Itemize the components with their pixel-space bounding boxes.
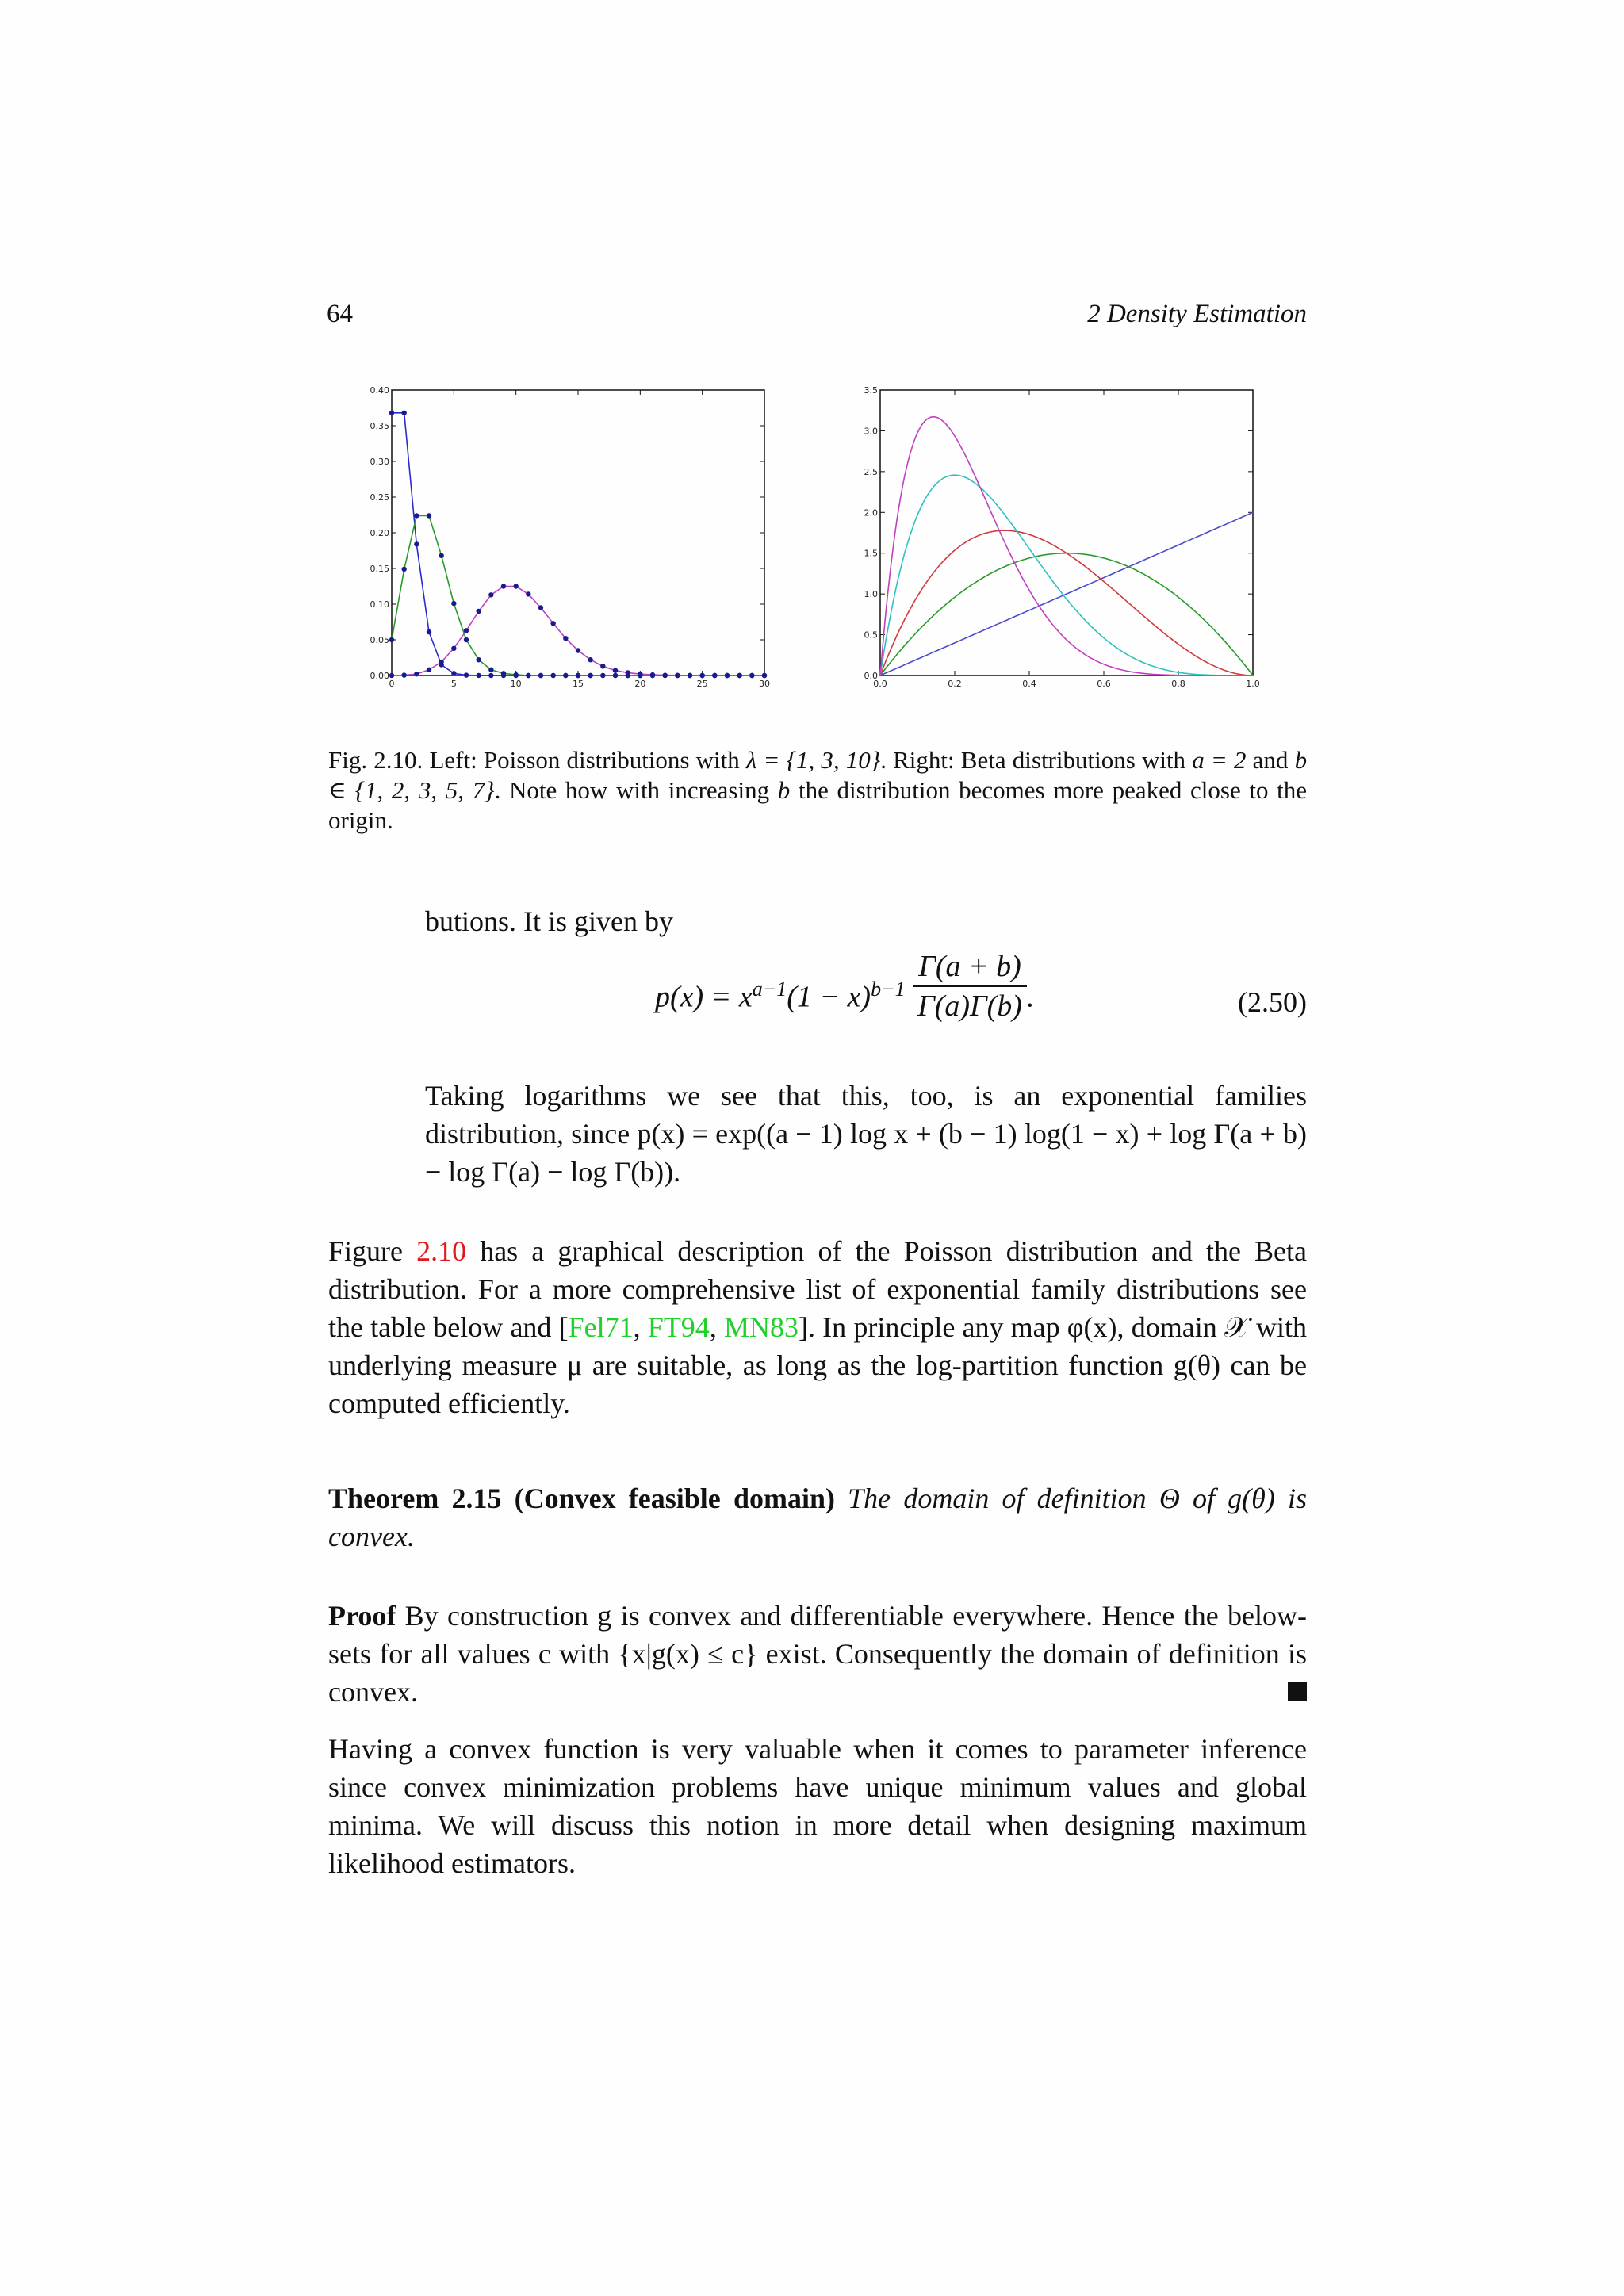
poisson-chart (370, 385, 771, 689)
caption-text-1: Left: Poisson distributions with (429, 746, 740, 774)
poisson-point (613, 668, 618, 673)
poisson-point (414, 541, 419, 546)
para2-text-b: has a graphical description of the Poisson distribution and the Beta distribution. For a more comprehensive list of exponential family distributions see the table below and [ (328, 1235, 1307, 1343)
beta-x-tick-label: 1.0 (1246, 679, 1260, 689)
poisson-point (401, 567, 406, 572)
beta-x-tick-label: 0.2 (948, 679, 962, 689)
beta-series-line-b5 (880, 475, 1253, 675)
poisson-point (588, 673, 592, 678)
poisson-point (401, 672, 406, 677)
poisson-point (588, 657, 592, 662)
figure-2-10 (317, 373, 1300, 706)
poisson-point (488, 592, 493, 597)
beta-x-tick-label: 0.6 (1097, 679, 1111, 689)
beta-chart (864, 385, 1260, 689)
poisson-point (737, 673, 741, 678)
poisson-point (538, 605, 543, 610)
caption-a: a = 2 (1192, 746, 1247, 774)
proof-block (328, 1597, 1307, 1711)
poisson-point (451, 601, 456, 606)
beta-series-line-b7 (880, 417, 1253, 675)
beta-y-tick-label: 0.0 (864, 671, 878, 681)
poisson-point (675, 673, 680, 678)
beta-series-line-b3 (880, 530, 1253, 675)
poisson-point (427, 668, 431, 672)
beta-y-tick-label: 2.0 (864, 507, 878, 519)
poisson-point (427, 629, 431, 634)
citation-separator: , (709, 1311, 724, 1343)
poisson-point (699, 673, 704, 678)
poisson-point (749, 673, 754, 678)
poisson-point (451, 646, 456, 651)
beta-y-tick-label: 2.5 (864, 466, 878, 477)
beta-x-tick-label: 0.4 (1022, 679, 1036, 689)
eq-lhs: p(x) = x (655, 980, 753, 1014)
poisson-x-tick-label: 0 (389, 679, 395, 689)
poisson-point (712, 673, 717, 678)
beta-plot-frame (880, 390, 1253, 675)
citation-fel71[interactable]: Fel71 (568, 1311, 634, 1343)
running-head: 2 Density Estimation (1087, 300, 1307, 328)
beta-y-tick-label: 3.0 (864, 426, 878, 437)
paragraph-logarithms: Taking logarithms we see that this, too, is an exponential families distribution, since p(x) = exp((a − 1) log x + (b − 1) log(1 − x) + log Γ(a + b) − log Γ(a) − log Γ(b)). (425, 1080, 1307, 1188)
poisson-point (439, 660, 443, 664)
poisson-point (638, 672, 642, 676)
poisson-point (550, 621, 555, 626)
equation-number: (2.50) (1238, 986, 1307, 1018)
poisson-point (600, 664, 605, 668)
theorem-2-15 (328, 1479, 1307, 1556)
poisson-point (526, 591, 530, 596)
poisson-x-tick-label: 10 (510, 679, 522, 689)
poisson-point (488, 668, 493, 672)
poisson-point (464, 628, 469, 633)
theorem-heading: Theorem 2.15 (Convex feasible domain) (328, 1483, 835, 1514)
poisson-y-tick-label: 0.40 (370, 385, 389, 396)
caption-b: b (777, 776, 791, 804)
poisson-series-line-0 (392, 413, 764, 675)
qed-icon (1288, 1682, 1307, 1701)
citation-ft94[interactable]: FT94 (647, 1311, 710, 1343)
poisson-point (576, 648, 580, 652)
poisson-point (501, 584, 506, 588)
beta-y-tick-label: 0.5 (864, 629, 878, 641)
poisson-point (414, 513, 419, 518)
poisson-point (563, 636, 568, 641)
poisson-point (563, 673, 568, 678)
poisson-point (725, 673, 730, 678)
paragraph-figure-reference (328, 1232, 1307, 1422)
beta-x-tick-label: 0.0 (873, 679, 887, 689)
figure-caption (328, 745, 1307, 836)
poisson-point (688, 673, 692, 678)
poisson-y-tick-label: 0.15 (370, 564, 389, 574)
poisson-point (513, 672, 518, 677)
poisson-point (526, 673, 530, 678)
caption-label: Fig. 2.10. (328, 746, 423, 774)
poisson-point (464, 637, 469, 642)
poisson-x-tick-label: 20 (634, 679, 646, 689)
poisson-point (550, 673, 555, 678)
figure-ref-link[interactable]: 2.10 (416, 1235, 467, 1267)
poisson-point (576, 673, 580, 678)
eq-fraction (913, 947, 1027, 1025)
eq-dot: . (1026, 980, 1035, 1014)
poisson-point (464, 672, 469, 677)
poisson-point (513, 584, 518, 588)
eq-numerator: Γ(a + b) (913, 947, 1027, 987)
poisson-y-tick-label: 0.30 (370, 457, 389, 467)
poisson-y-tick-label: 0.20 (370, 528, 389, 538)
paragraph-convex: Having a convex function is very valuable when it comes to parameter inference since convex minimization problems have unique minimum values and global minima. We will discuss this notion in more detail when designing maximum likelihood estimators. (328, 1733, 1307, 1879)
poisson-x-tick-label: 15 (573, 679, 584, 689)
eq-mid: (1 − x) (787, 980, 871, 1014)
poisson-point (439, 553, 443, 558)
equation-2-50 (425, 949, 1307, 1042)
poisson-point (451, 671, 456, 675)
theorem-statement: The domain of definition Θ of g(θ) is convex. (328, 1483, 1308, 1552)
beta-y-tick-label: 1.5 (864, 548, 878, 559)
beta-series-line-b1 (880, 512, 1253, 675)
poisson-point (414, 672, 419, 676)
beta-y-tick-label: 3.5 (864, 385, 878, 396)
poisson-point (488, 673, 493, 678)
poisson-point (650, 672, 655, 677)
page-number: 64 (327, 300, 353, 328)
caption-text-5: the distribution becomes more peaked close to the origin. (328, 776, 1308, 834)
poisson-point (501, 671, 506, 675)
caption-text-2: . Right: Beta distributions with (880, 746, 1186, 774)
eq-denominator: Γ(a)Γ(b) (917, 989, 1022, 1023)
poisson-point (389, 637, 394, 642)
para2-text-c: ]. In principle any map φ(x), domain 𝒳 with underlying measure μ are suitable, as long as the log-partition function g(θ) can be computed efficiently. (328, 1311, 1308, 1419)
poisson-plot-frame (392, 390, 764, 675)
poisson-x-tick-label: 25 (696, 679, 708, 689)
poisson-y-tick-label: 0.05 (370, 635, 389, 645)
poisson-series-line-2 (392, 587, 764, 676)
poisson-point (613, 673, 618, 678)
poisson-y-tick-label: 0.25 (370, 492, 389, 503)
poisson-point (762, 673, 767, 678)
poisson-point (401, 411, 406, 415)
proof-heading: Proof (328, 1600, 396, 1632)
poisson-point (389, 411, 394, 415)
poisson-point (600, 673, 605, 678)
poisson-point (625, 670, 630, 675)
poisson-point (476, 657, 481, 662)
poisson-x-tick-label: 30 (759, 679, 770, 689)
citation-separator: , (633, 1311, 648, 1343)
caption-b-set: b ∈ {1, 2, 3, 5, 7} (328, 746, 1308, 804)
citation-mn83[interactable]: MN83 (724, 1311, 799, 1343)
caption-lambda: λ = {1, 3, 10} (745, 746, 881, 774)
eq-sup-2: b−1 (871, 978, 906, 1001)
poisson-y-tick-label: 0.35 (370, 421, 389, 431)
proof-text: By construction g is convex and differentiable everywhere. Hence the below-sets for all values c with {x|g(x) ≤ c} exist. Consequently the domain of definition is convex. (328, 1600, 1307, 1708)
eq-sup-1: a−1 (752, 978, 787, 1001)
poisson-point (538, 673, 543, 678)
poisson-point (389, 673, 394, 678)
poisson-x-tick-label: 5 (450, 679, 457, 689)
poisson-point (476, 609, 481, 614)
beta-y-tick-label: 1.0 (864, 589, 878, 600)
beta-x-tick-label: 0.8 (1171, 679, 1185, 689)
intro-text: butions. It is given by (425, 905, 673, 937)
poisson-y-tick-label: 0.00 (370, 671, 389, 681)
caption-text-4: . Note how with increasing (494, 776, 770, 804)
poisson-point (427, 513, 431, 518)
para2-text-a: Figure (328, 1235, 417, 1267)
poisson-point (476, 673, 481, 678)
caption-text-3: and (1252, 746, 1289, 774)
poisson-point (662, 672, 667, 677)
poisson-y-tick-label: 0.10 (370, 599, 389, 610)
